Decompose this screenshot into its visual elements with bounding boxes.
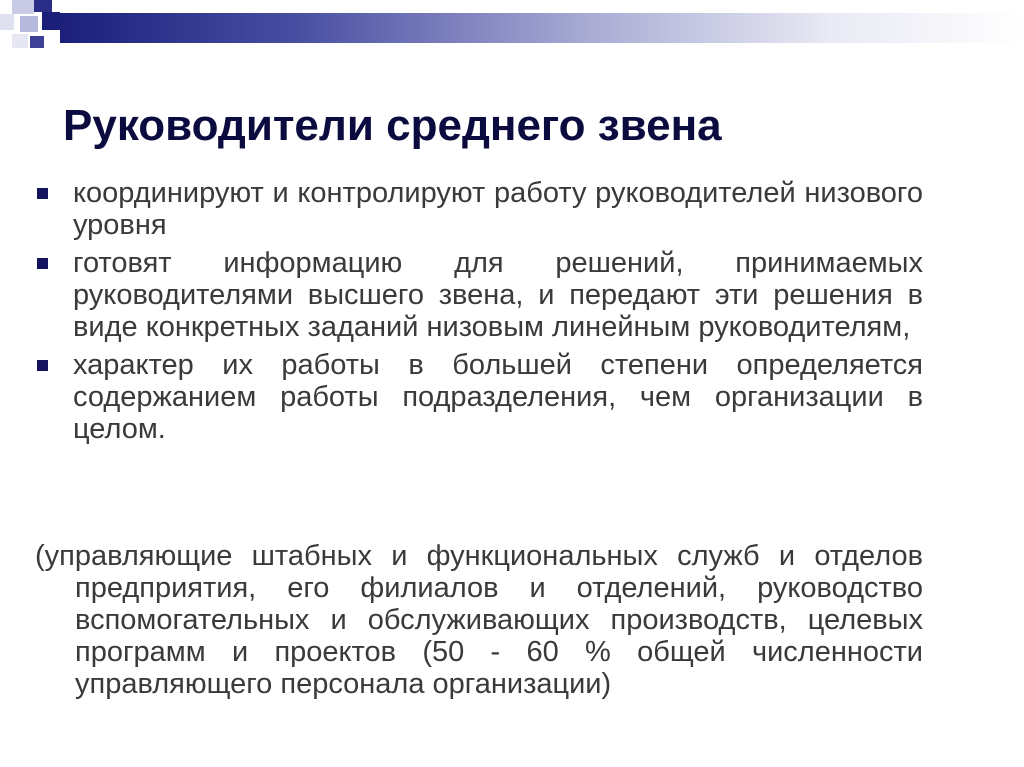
deco-square	[12, 34, 28, 48]
square-bullet-icon	[37, 188, 48, 199]
deco-square	[30, 36, 44, 48]
deco-square	[0, 14, 14, 30]
bullet-text: координируют и контролируют работу руководителей низового уровня	[73, 177, 923, 241]
note-paragraph	[35, 540, 923, 700]
deco-square	[42, 12, 60, 30]
bullet-text: характер их работы в большей степени определяется содержанием работы подразделения, чем организации в целом.	[73, 349, 923, 445]
header-gradient-band	[60, 13, 1024, 43]
header-decoration	[0, 0, 1024, 60]
bullet-list	[35, 177, 923, 451]
bullet-item	[35, 349, 923, 445]
square-bullet-icon	[37, 258, 48, 269]
bullet-text: готовят информацию для решений, принимаемых руководителями высшего звена, и передают эти решения в виде конкретных заданий низовым линейным руководителям,	[73, 247, 923, 343]
slide-title: Руководители среднего звена	[63, 101, 722, 150]
deco-square	[12, 0, 34, 14]
deco-square	[20, 16, 38, 32]
bullet-item	[35, 247, 923, 343]
square-bullet-icon	[37, 360, 48, 371]
bullet-item	[35, 177, 923, 241]
note-text: (управляющие штабных и функциональных служб и отделов предприятия, его филиалов и отделений, руководство вспомогательных и обслуживающих производств, целевых программ и проектов (50 - 60 % общей численности управляющего персонала организации)	[35, 540, 923, 700]
deco-square	[34, 0, 52, 12]
